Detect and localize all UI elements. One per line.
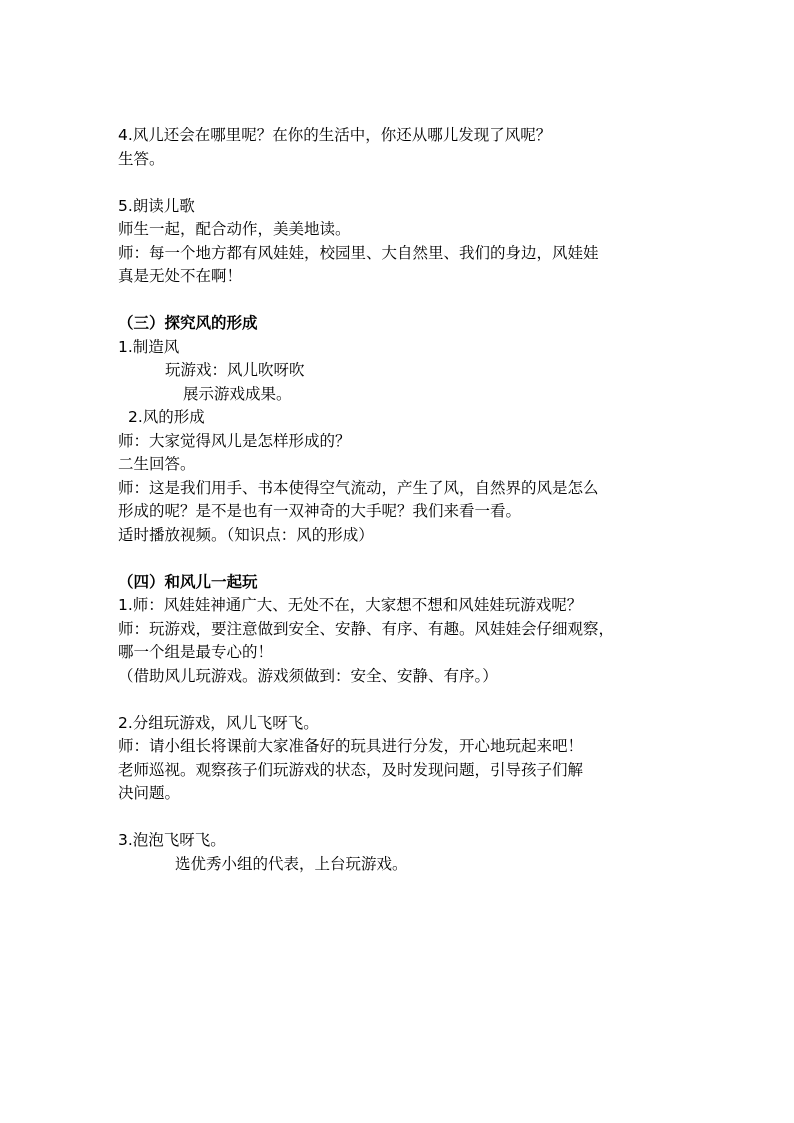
paragraph-line: 1.师：风娃娃神通广大、无处不在，大家想不想和风娃娃玩游戏呢？ — [118, 596, 583, 614]
paragraph-line: 师：这是我们用手、书本使得空气流动，产生了风，自然界的风是怎么 — [118, 478, 599, 497]
paragraph-line: 5.朗读儿歌 — [118, 196, 195, 215]
document-body — [118, 124, 678, 876]
section-heading: （四）和风儿一起玩 — [118, 572, 258, 591]
paragraph-line: 2.风的形成 — [128, 408, 205, 426]
paragraph-line: 形成的呢？是不是也有一双神奇的大手呢？我们来看一看。 — [118, 502, 522, 520]
blank-line — [118, 171, 678, 195]
paragraph-line: 决问题。 — [118, 784, 181, 802]
blank-line — [118, 688, 678, 712]
paragraph-line: 哪一个组是最专心的！ — [118, 643, 274, 661]
paragraph-line: 师生一起，配合动作，美美地读。 — [118, 220, 351, 238]
blank-line — [118, 289, 678, 313]
paragraph-line: 4.风儿还会在哪里呢？在你的生活中，你还从哪儿发现了风呢？ — [118, 126, 552, 144]
blank-line — [118, 547, 678, 571]
paragraph-line: 2.分组玩游戏，风儿飞呀飞。 — [118, 713, 319, 732]
paragraph-line: 适时播放视频。（知识点：风的形成） — [118, 525, 374, 544]
section-heading: （三）探究风的形成 — [118, 314, 258, 332]
paragraph-line: 选优秀小组的代表，上台玩游戏。 — [175, 854, 408, 873]
paragraph-line: 1.制造风 — [118, 337, 180, 356]
paragraph-line: （借助风儿玩游戏。游戏须做到：安全、安静、有序。） — [118, 666, 498, 685]
paragraph-line: 3.泡泡飞呀飞。 — [118, 831, 226, 849]
paragraph-line: 生答。 — [118, 149, 165, 168]
paragraph-line: 师：请小组长将课前大家准备好的玩具进行分发，开心地玩起来吧！ — [118, 737, 584, 755]
paragraph-line: 玩游戏：风儿吹呀吹 — [165, 361, 305, 379]
paragraph-line: 展示游戏成果。 — [183, 384, 292, 403]
blank-line — [118, 806, 678, 830]
paragraph-line: 师：大家觉得风儿是怎样形成的？ — [118, 431, 351, 450]
paragraph-line: 师：每一个地方都有风娃娃，校园里、大自然里、我们的身边，风娃娃 — [118, 243, 599, 262]
paragraph-line: 师：玩游戏，要注意做到安全、安静、有序、有趣。风娃娃会仔细观察， — [118, 619, 615, 638]
paragraph-line: 真是无处不在啊！ — [118, 267, 243, 285]
paragraph-line: 二生回答。 — [118, 455, 196, 473]
paragraph-line: 老师巡视。观察孩子们玩游戏的状态，及时发现问题，引导孩子们解 — [118, 760, 584, 779]
